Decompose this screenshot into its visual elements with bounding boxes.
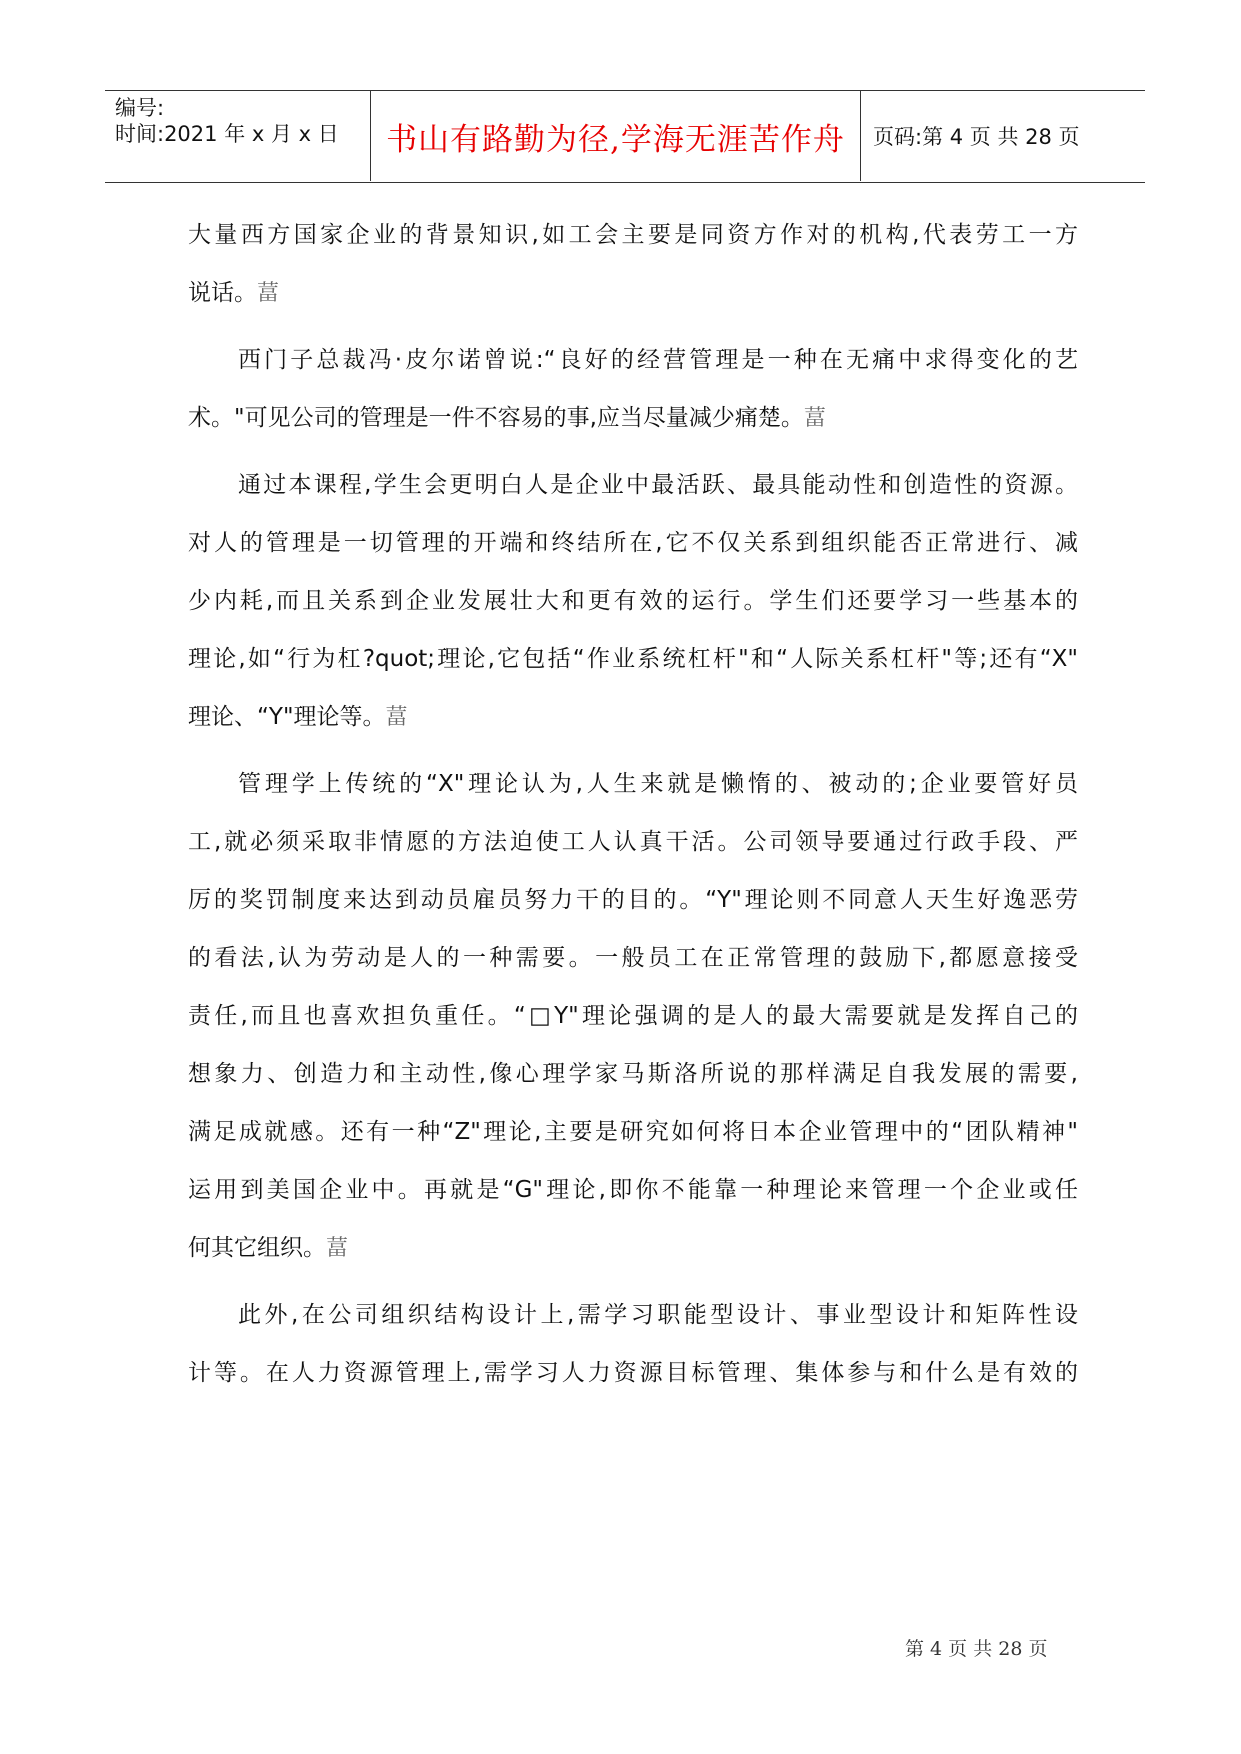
- body-line: 的看法,认为劳动是人的一种需要。一般员工在正常管理的鼓励下,都愿意接受: [188, 945, 1078, 971]
- body-line: 对人的管理是一切管理的开端和终结所在,它不仅关系到组织能否正常进行、减: [188, 530, 1078, 556]
- body-line: 少内耗,而且关系到企业发展壮大和更有效的运行。学生们还要学习一些基本的: [188, 588, 1078, 614]
- body-line: 说话。葍: [188, 280, 280, 306]
- page-footer: 第 4 页 共 28 页: [905, 1638, 1048, 1660]
- paragraph-mark: 葍: [803, 406, 826, 431]
- body-line: 想象力、创造力和主动性,像心理学家马斯洛所说的那样满足自我发展的需要,: [188, 1061, 1078, 1087]
- header-divider-right: [860, 91, 861, 181]
- body-line: 何其它组织。葍: [188, 1235, 349, 1261]
- body-line: 满足成就感。还有一种“Z"理论,主要是研究如何将日本企业管理中的“团队精神": [188, 1119, 1078, 1145]
- paragraph-mark: 葍: [326, 1236, 349, 1261]
- header-meta: [115, 91, 370, 181]
- body-line: 工,就必须采取非情愿的方法迫使工人认真干活。公司领导要通过行政手段、严: [188, 829, 1078, 855]
- body-line: 管理学上传统的“X"理论认为,人生来就是懒惰的、被动的;企业要管好员: [238, 771, 1078, 797]
- paragraph-mark: 葍: [257, 281, 280, 306]
- header-motto: 书山有路勤为径,学海无涯苦作舟: [386, 121, 845, 158]
- body-line: 大量西方国家企业的背景知识,如工会主要是同资方作对的机构,代表劳工一方: [188, 222, 1078, 248]
- body-line: 责任,而且也喜欢担负重任。“□Y"理论强调的是人的最大需要就是发挥自己的: [188, 1003, 1078, 1029]
- page-header: [105, 90, 1145, 183]
- body-line: 计等。在人力资源管理上,需学习人力资源目标管理、集体参与和什么是有效的: [188, 1360, 1078, 1386]
- body-line: 厉的奖罚制度来达到动员雇员努力干的目的。“Y"理论则不同意人天生好逸恶劳: [188, 887, 1078, 913]
- body-line: 此外,在公司组织结构设计上,需学习职能型设计、事业型设计和矩阵性设: [238, 1302, 1078, 1328]
- document-number-label: 编号:: [115, 96, 165, 120]
- body-line: 术。"可见公司的管理是一件不容易的事,应当尽量减少痛楚。葍: [188, 405, 826, 431]
- body-line: 理论,如“行为杠?quot;理论,它包括“作业系统杠杆"和“人际关系杠杆"等;还有“X": [188, 646, 1078, 672]
- document-time-label: 时间:2021 年 x 月 x 日: [115, 122, 339, 146]
- body-line: 理论、“Y"理论等。葍: [188, 704, 408, 730]
- body-line: 通过本课程,学生会更明白人是企业中最活跃、最具能动性和创造性的资源。: [238, 472, 1078, 498]
- body-line: 西门子总裁冯·皮尔诺曾说:“良好的经营管理是一种在无痛中求得变化的艺: [238, 347, 1078, 373]
- body-line: 运用到美国企业中。再就是“G"理论,即你不能靠一种理论来管理一个企业或任: [188, 1177, 1078, 1203]
- paragraph-mark: 葍: [385, 705, 408, 730]
- header-page-info: 页码:第 4 页 共 28 页: [873, 125, 1080, 149]
